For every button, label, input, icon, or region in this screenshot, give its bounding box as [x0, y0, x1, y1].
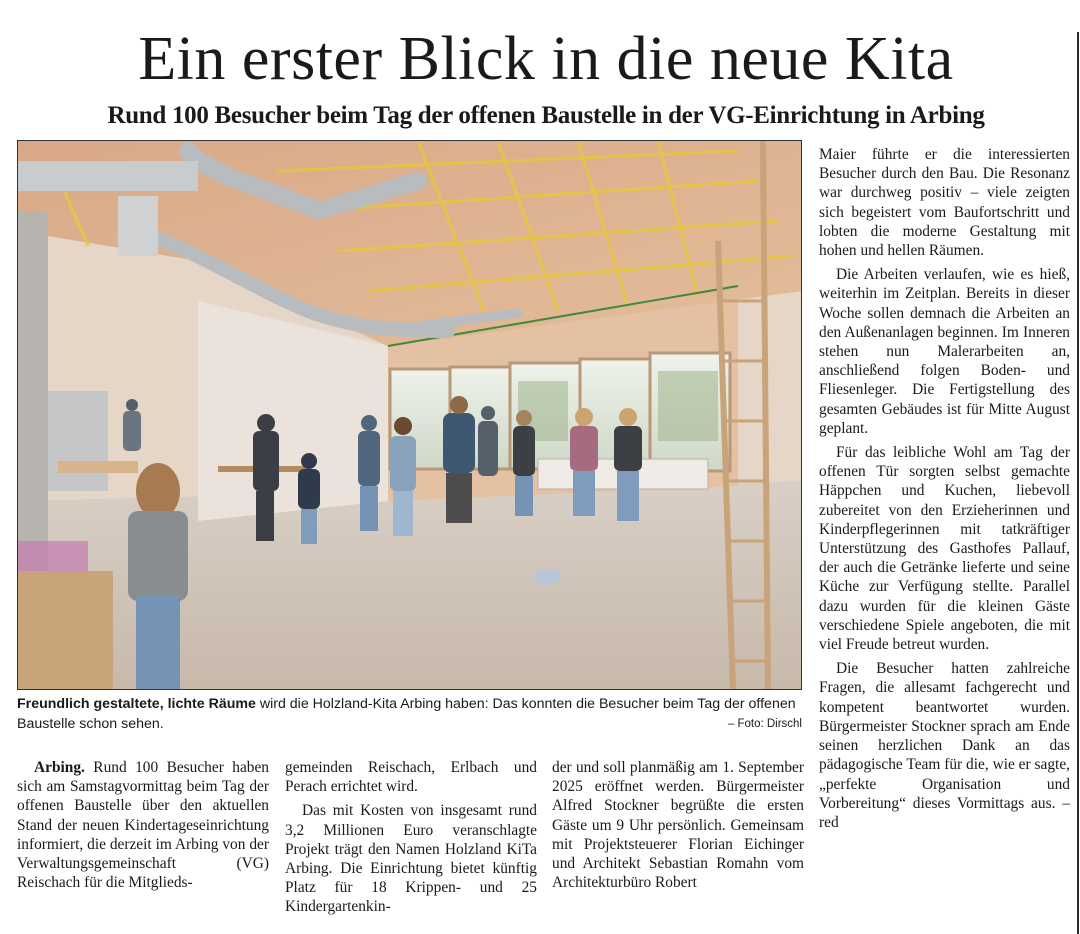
paragraph: Das mit Kosten von insgesamt rund 3,2 Millionen Euro veranschlagte Projekt trägt den Namen Holzland KiTa Arbing. Die Einrichtung bietet künftig Platz für 18 Krippen- und 25 Kindergartenkin- — [285, 802, 537, 916]
dateline: Arbing. — [34, 759, 85, 776]
article-column-1 — [17, 758, 269, 892]
caption-bold: Freundlich gestaltete, lichte Räume — [17, 696, 256, 712]
paragraph: Die Besucher hatten zahlreiche Fragen, die allesamt fachgerecht und kompetent beantwortet wurden. Bürgermeister Stockner sprach am Ende seinen herzlichen Dank an das pädagogische Team für die, wie er sagte, „perfekte Organisation und Vorbereitung“ dieses Vormittags aus. — [819, 660, 1070, 812]
paragraph: Maier führte er die interessierten Besucher durch den Bau. Die Resonanz war durchweg positiv – viele zeigten sich begeistert vom Baufortschritt und lobten die moderne Gestaltung mit hohen und hellen Räumen. — [819, 146, 1070, 260]
body-text: Rund 100 Besucher haben sich am Samstagvormittag beim Tag der offenen Baustelle über den aktuellen Stand der neuen Kindertageseinrichtung informiert, die derzeit im Arbing von der Verwaltungsgemeinschaft (VG) Reischach für die Mitglieds- — [17, 759, 269, 892]
caption-text: wird die Holzland-Kita Arbing haben: Das konnten die Besucher beim Tag der offenen Baustelle schon sehen. — [17, 696, 796, 732]
column-rule — [1077, 32, 1079, 934]
photo-credit: – Foto: Dirschl — [727, 718, 802, 730]
paragraph: Die Arbeiten verlaufen, wie es hieß, weiterhin im Zeitplan. Bereits in dieser Woche sollen demnach die Arbeiten an den Außenanlagen beginnen. Im Inneren stehen nun Malerarbeiten an, anschließend folgen Boden- und Fliesenleger. Die Fertigstellung des gesamten Gebäudes ist für Mitte August geplant. — [819, 266, 1070, 437]
construction-interior-illustration — [18, 141, 802, 690]
paragraph: Für das leibliche Wohl am Tag der offenen Tür sorgten selbst gemachte Häppchen und Kuchen, liebevoll zubereitet von den Erzieherinnen und Kinderpflegerinnen mit tatkräftiger Unterstützung des Gasthofes Pallauf, der auch die Getränke lieferte und seine Küche zur Verfügung stellte. Parallel dazu wurden für die kleinen Gäste verschiedene Spiele angeboten, die mit viel Freude betreut wurden. — [819, 444, 1070, 654]
headline: Ein erster Blick in die neue Kita — [138, 25, 954, 93]
paragraph: gemeinden Reischach, Erlbach und Perach errichtet wird. — [285, 759, 537, 796]
article-column-2 — [285, 758, 537, 917]
photo-caption — [17, 694, 802, 734]
subheadline: Rund 100 Besucher beim Tag der offenen Baustelle in der VG-Einrichtung in Arbing — [107, 102, 985, 129]
author-signature: – red — [819, 794, 1070, 831]
paragraph: der und soll planmäßig am 1. September 2025 eröffnet werden. Bürgermeister Alfred Stockner begrüßte die ersten Gäste um 9 Uhr persönlich. Gemeinsam mit Projektsteuerer Florian Eichinger und Architekt Sebastian Romahn vom Architekturbüro Robert — [552, 759, 804, 892]
article-column-3 — [552, 758, 804, 892]
article-column-4 — [819, 145, 1070, 832]
article-photo — [17, 140, 802, 690]
